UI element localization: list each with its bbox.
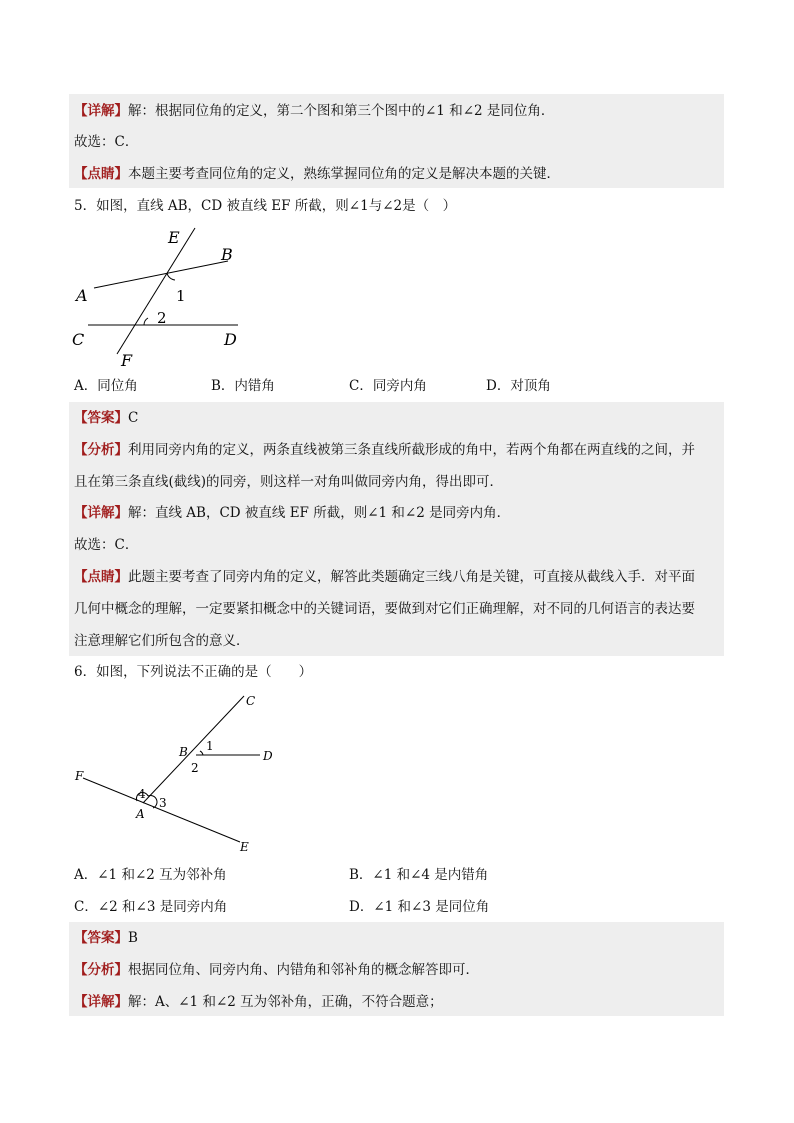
line-ab [94,261,228,288]
q6-option-a: A．∠1 和∠2 互为邻补角 [74,867,227,883]
label-c: C [72,330,85,349]
q5-option-c: C．同旁内角 [349,378,427,394]
line-fe [83,778,240,842]
analysis-text: 根据同位角、同旁内角、内错角和邻补角的概念解答即可． [128,962,479,978]
label-1: 1 [206,739,214,753]
label-e: E [240,840,249,854]
q5-comment-line-3: 注意理解它们所包含的意义． [74,633,250,649]
q6-figure [70,690,273,860]
label-d: D [263,749,273,763]
label-1: 1 [176,287,186,305]
q5-choice: 故选：C． [74,537,139,553]
answer-value: C [128,410,139,426]
q5-option-b: B．内错角 [211,378,275,394]
q6-answer [74,928,138,948]
angle-1-arc [167,273,175,280]
comment-text: 本题主要考查同位角的定义，熟练掌握同位角的定义是解决本题的关键． [128,166,560,182]
label-2: 2 [191,761,199,775]
detail-text: 解：A、∠1 和∠2 互为邻补角，正确，不符合题意； [128,994,443,1010]
q5-figure [70,222,250,372]
label-2: 2 [157,309,167,327]
detail-tag: 【详解】 [74,103,128,119]
angle-1-arc [200,751,203,755]
q5-stem: 5．如图，直线 AB，CD 被直线 EF 所截，则∠1与∠2是（ ） [74,198,457,214]
q6-option-b: B．∠1 和∠4 是内错角 [349,867,489,883]
label-c: C [246,694,256,708]
line-ce [143,696,244,803]
answer-value: B [128,930,138,946]
q5-comment-line-1 [74,567,695,587]
detail-text: 解：直线 AB，CD 被直线 EF 所截，则∠1 和∠2 是同旁内角． [128,505,511,521]
comment-text-1: 此题主要考查了同旁内角的定义，解答此类题确定三线八角是关键，可直接从截线入手．对平面 [128,569,695,585]
q5-option-d: D．对顶角 [486,378,551,394]
comment-tag: 【点睛】 [74,569,128,585]
q5-detail [74,503,510,523]
q6-analysis [74,960,479,980]
answer-tag: 【答案】 [74,410,128,426]
label-b: B [179,745,188,759]
q5-comment-line-2: 几何中概念的理解，一定要紧扣概念中的关键词语，要做到对它们正确理解，对不同的几何语言的表达要 [74,601,695,617]
q5-analysis-line-2: 且在第三条直线(截线)的同旁，则这样一对角叫做同旁内角，得出即可． [74,474,504,490]
label-f: F [121,351,133,370]
analysis-tag: 【分析】 [74,962,128,978]
prev-detail [74,101,554,121]
label-f: F [75,769,84,783]
detail-tag: 【详解】 [74,994,128,1010]
detail-text: 解：根据同位角的定义，第二个图和第三个图中的∠1 和∠2 是同位角． [128,103,555,119]
detail-tag: 【详解】 [74,505,128,521]
label-b: B [221,245,233,264]
label-a: A [76,286,88,305]
angle-2-arc [144,318,148,325]
q5-option-a: A．同位角 [74,378,138,394]
label-4: 4 [138,787,146,801]
analysis-tag: 【分析】 [74,442,128,458]
q5-answer [74,408,138,428]
answer-tag: 【答案】 [74,930,128,946]
prev-choice: 故选：C． [74,134,139,150]
q6-detail [74,992,443,1012]
analysis-text-1: 利用同旁内角的定义，两条直线被第三条直线所截形成的角中，若两个角都在两直线的之间，并 [128,442,695,458]
q6-option-d: D．∠1 和∠3 是同位角 [349,899,490,915]
comment-tag: 【点睛】 [74,166,128,182]
q5-analysis-line-1 [74,440,695,460]
q6-stem: 6．如图，下列说法不正确的是（ ） [74,664,313,680]
label-a: A [136,807,145,821]
label-3: 3 [159,796,167,810]
label-d: D [224,330,237,349]
q6-option-c: C．∠2 和∠3 是同旁内角 [74,899,228,915]
prev-comment [74,164,560,184]
label-e: E [168,228,180,247]
